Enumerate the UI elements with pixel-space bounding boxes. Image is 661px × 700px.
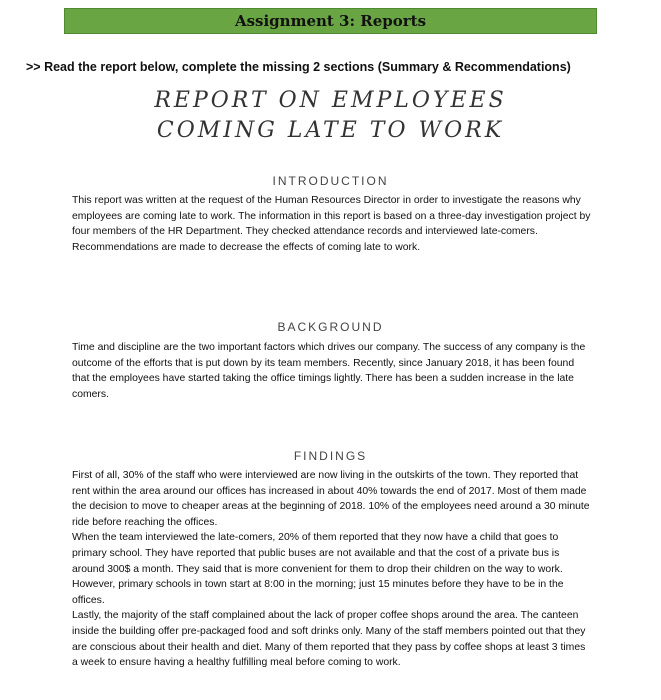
introduction-paragraph <box>72 193 592 255</box>
background-paragraph <box>72 340 592 402</box>
introduction-heading: INTRODUCTION <box>272 174 389 188</box>
findings-section <box>72 468 592 671</box>
instruction-text: >> Read the report below, complete the missing 2 sections (Summary & Recommendations) <box>26 60 571 74</box>
findings-heading: FINDINGS <box>293 449 368 463</box>
report-title-line-1: REPORT ON EMPLOYEES <box>154 88 507 113</box>
findings-paragraph-3: Lastly, the majority of the staff complained about the lack of proper coffee shops around the area. The canteen inside the building offer pre-packaged food and soft drinks only. Many of the staff members pointed out that they are conscious about their health and diet. Many of them reported that they pass by coffee shops at least 3 times a week to ensure having a healthy fulfilling meal before coming to work. <box>72 610 586 669</box>
findings-paragraph-1: First of all, 30% of the staff who were interviewed are now living in the outskirts of the town. They reported that rent within the area around our offices has increased in about 40% towards the end of 2017. Most of them made the decision to move to cheaper areas at the beginning of 2018. 10% of the employees need around a 30 minute ride before reaching the offices. <box>72 470 590 528</box>
report-title-line-2: COMING LATE TO WORK <box>156 118 505 143</box>
background-heading: BACKGROUND <box>277 320 384 334</box>
introduction-text: This report was written at the request of the Human Resources Director in order to investigate the reasons why employees are coming late to work. The information in this report is based on a three-day investigation project by four members of the HR Department. They checked attendance records and interviewed late-comers. Recommendations are made to decrease the effects of coming late to work. <box>72 195 591 253</box>
findings-paragraph-2: When the team interviewed the late-comers, 20% of them reported that they now have a child that goes to primary school. They have reported that public buses are not available and that the cost of a private bus is around 300$ a month. They said that is more convenient for them to drop their children on the way to work. However, primary schools in town start at 8:00 in the morning; just 15 minutes before they have to be in the offices. <box>72 532 564 606</box>
assignment-banner <box>64 8 597 34</box>
background-text: Time and discipline are the two important factors which drives our company. The success of any company is the outcome of the efforts that is put down by its team members. Recently, since January 2018, it has been found that the employees have started taking the office timings lightly. There has been a sudden increase in the late comers. <box>72 342 586 400</box>
assignment-title: Assignment 3: Reports <box>234 12 427 30</box>
